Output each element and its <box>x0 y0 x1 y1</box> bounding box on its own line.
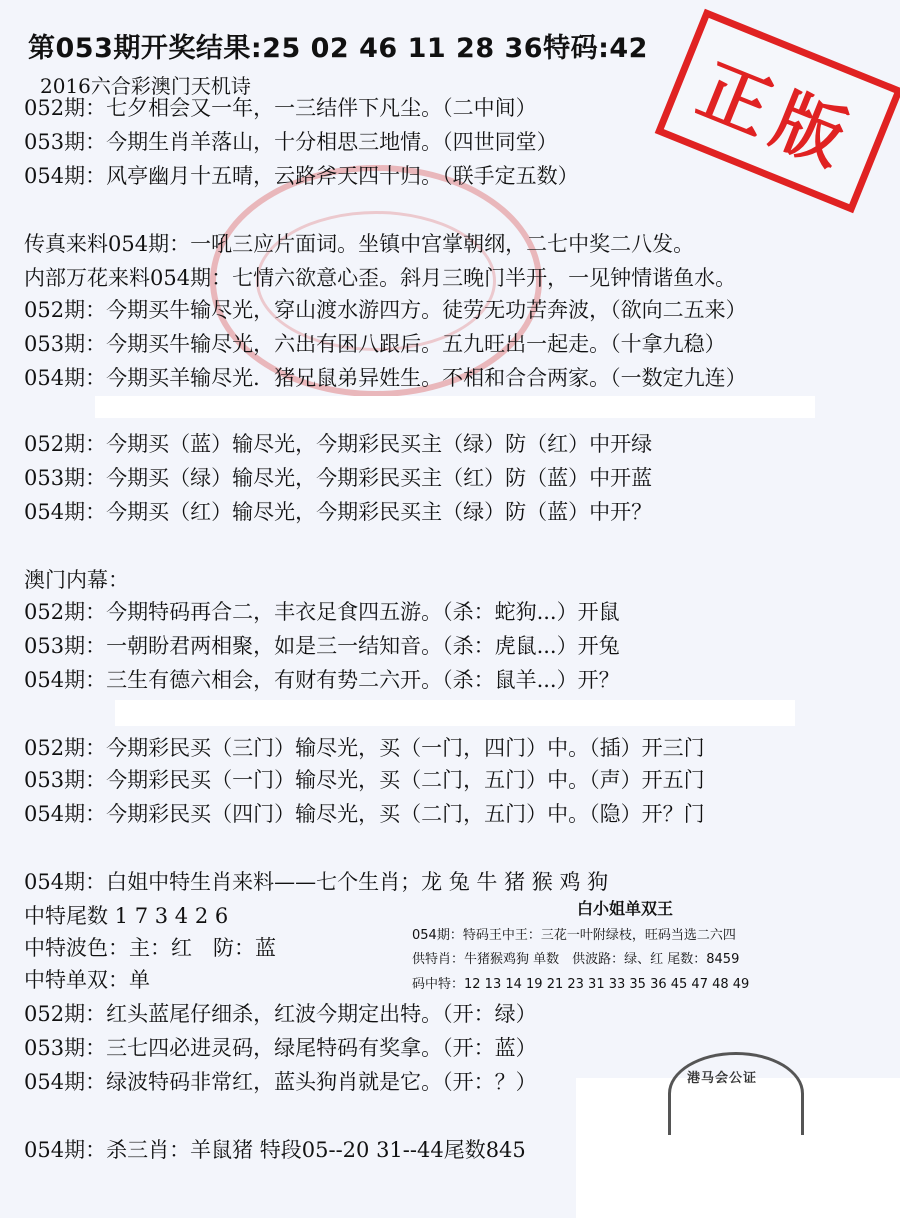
section6-line: 054期：绿波特码非常红，蓝头狗肖就是它。（开：？） <box>24 1070 537 1094</box>
blank-strip <box>115 700 795 726</box>
box-line: 码中特：12 13 14 19 21 23 31 33 35 36 45 47 48 49 <box>412 977 750 992</box>
single-double-box <box>412 890 872 1000</box>
section6-line: 中特波色：主：红 防：蓝 <box>24 936 276 960</box>
poem-subtitle: 2016六合彩澳门天机诗 <box>40 74 251 98</box>
section5-line: 052期：今期彩民买（三门）输尽光，买（一门，四门）中。（插）开三门 <box>24 736 705 760</box>
section3-line: 054期：今期买（红）输尽光，今期彩民买主（绿）防（蓝）中开？ <box>24 500 653 524</box>
section5-line: 054期：今期彩民买（四门）输尽光，买（二门，五门）中。（隐）开？门 <box>24 802 705 826</box>
section1-line: 052期：七夕相会又一年，一三结伴下凡尘。（二中间） <box>24 96 537 120</box>
section2-line: 053期：今期买牛输尽光，六出有困八跟后。五九旺出一起走。（十拿九稳） <box>24 332 726 356</box>
section4-line: 053期：一朝盼君两相聚，如是三一结知音。（杀：虎鼠...）开兔 <box>24 634 620 658</box>
notary-seal-stamp <box>668 1052 804 1135</box>
section4-line: 054期：三生有德六相会，有财有势二六开。（杀：鼠羊...）开？ <box>24 668 620 692</box>
section4-title: 澳门内幕： <box>24 568 129 592</box>
section6-line: 中特尾数 1 7 3 4 2 6 <box>24 904 229 928</box>
section5-line: 053期：今期彩民买（一门）输尽光，买（二门，五门）中。（声）开五门 <box>24 768 705 792</box>
section2-line: 传真来料054期：一吼三应片面词。坐镇中宫掌朝纲，二七中奖二八发。 <box>24 232 695 256</box>
section1-line: 054期：风亭幽月十五晴，云路斧天四十归。（联手定五数） <box>24 164 579 188</box>
footer-line: 054期：杀三肖：羊鼠猪 特段05--20 31--44尾数845 <box>24 1138 526 1162</box>
section6-line: 052期：红头蓝尾仔细杀，红波今期定出特。（开：绿） <box>24 1002 537 1026</box>
notary-seal-text: 港马会公证 <box>687 1071 758 1086</box>
section6-line: 053期：三七四必进灵码，绿尾特码有奖拿。（开：蓝） <box>24 1036 537 1060</box>
section2-line: 052期：今期买牛输尽光，穿山渡水游四方。徒劳无功苦奔波，（欲向二五来） <box>24 298 747 322</box>
section4-line: 052期：今期特码再合二，丰衣足食四五游。（杀：蛇狗...）开鼠 <box>24 600 620 624</box>
section2-line: 054期：今期买羊输尽光．猪兄鼠弟异姓生。不相和合合两家。（一数定九连） <box>24 366 747 390</box>
draw-result-headline: 第053期开奖结果:25 02 46 11 28 36特码:42 <box>28 33 648 64</box>
section3-line: 053期：今期买（绿）输尽光，今期彩民买主（红）防（蓝）中开蓝 <box>24 466 653 490</box>
section3-line: 052期：今期买（蓝）输尽光，今期彩民买主（绿）防（红）中开绿 <box>24 432 653 456</box>
section6-line: 054期：白姐中特生肖来料——七个生肖；龙 兔 牛 猪 猴 鸡 狗 <box>24 870 609 894</box>
section6-line: 中特单双：单 <box>24 968 150 992</box>
box-line: 供特肖：牛猪猴鸡狗 单数 供波路：绿、红 尾数：8459 <box>412 952 740 967</box>
box-line: 054期：特码王中王：三花一叶附绿枝，旺码当选二六四 <box>412 928 736 943</box>
section2-line: 内部万花来料054期：七情六欲意心歪。斜月三晚门半开，一见钟情谐鱼水。 <box>24 266 737 290</box>
blank-strip <box>95 396 815 418</box>
box-title: 白小姐单双王 <box>577 899 674 918</box>
section1-line: 053期：今期生肖羊落山，十分相思三地情。（四世同堂） <box>24 130 558 154</box>
genuine-stamp: 正版 <box>655 9 900 213</box>
